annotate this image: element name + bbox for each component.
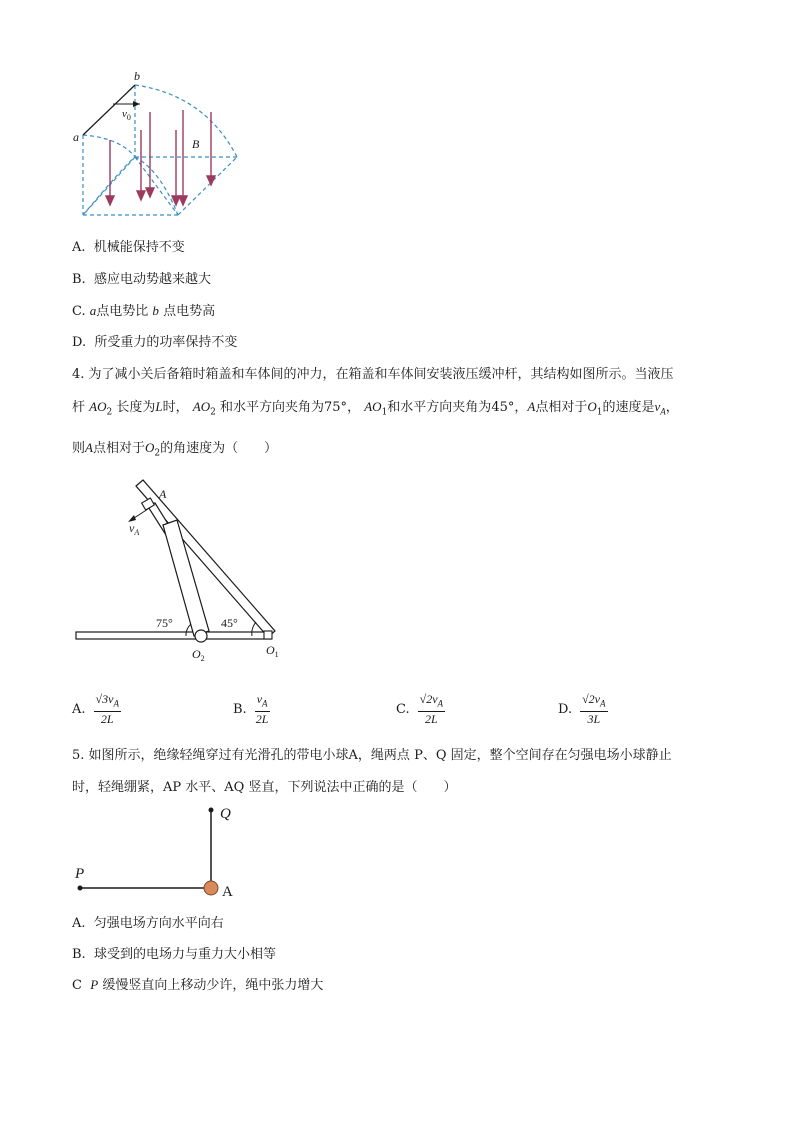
q4-option-a: A. $\frac{√3v_A}{2L}$	[72, 692, 119, 727]
q3-option-d: D. 所受重力的功率保持不变	[72, 335, 238, 350]
q5-point-q	[209, 808, 214, 813]
q3-option-b: B. 感应电动势越来越大	[72, 272, 211, 287]
q4-label-75: 75°	[156, 616, 173, 630]
q3-option-c: C. a点电势比 b 点电势高	[72, 303, 216, 319]
q5-label-q: Q	[220, 806, 231, 822]
q4-label-a: A	[159, 487, 167, 501]
q3-label-a: a	[73, 130, 79, 144]
q5-stem-line1: 5. 如图所示，绝缘轻绳穿过有光滑孔的带电小球A，绳两点 P、Q 固定，整个空间存在匀强电场小球静止	[72, 748, 672, 763]
q4-stem-line1: 4. 为了减小关后备箱时箱盖和车体间的冲力，在箱盖和车体间安装液压缓冲杆，其结构如图所示。当液压	[72, 367, 674, 382]
q3-label-v0: $v_0$	[122, 108, 131, 122]
q4-option-c: C. $\frac{√2v_A}{2L}$	[396, 692, 444, 727]
q4-label-o1: $O_1$	[266, 643, 279, 659]
q3-label-B: B	[192, 137, 200, 151]
q5-option-b: B. 球受到的电场力与重力大小相等	[72, 947, 276, 962]
q4-label-45: 45°	[221, 616, 238, 630]
q5-option-a: A. 匀强电场方向水平向右	[72, 916, 224, 931]
q5-label-a: A	[222, 884, 233, 900]
q5-option-c: C P 缓慢竖直向上移动少许，绳中张力增大	[72, 977, 324, 993]
q5-stem-line2: 时，轻绳绷紧，AP 水平、AQ 竖直，下列说法中正确的是（ ）	[72, 780, 457, 795]
q4-label-o2: $O_2$	[192, 647, 205, 663]
q5-point-p	[78, 886, 83, 891]
q3-option-a: A. 机械能保持不变	[72, 240, 185, 255]
q4-stem-line2: 杆 $AO_2$ 长度为L时， $AO_2$ 和水平方向夹角为75°， $AO_1$和水平方向夹角为45°，A点相对于$O_1$的速度是$v_A$，	[72, 399, 679, 418]
q4-label-va: $v_A$	[129, 521, 140, 537]
q4-option-d: D. $\frac{√2v_A}{3L}$	[558, 692, 606, 727]
q5-label-p: P	[75, 866, 85, 882]
q3-label-b: b	[134, 69, 140, 83]
q5-ball-a	[204, 881, 218, 895]
q4-option-b: B. $\frac{v_A}{2L}$	[233, 692, 269, 727]
q4-stem-line3: 则A点相对于$O_2$的角速度为（ ）	[72, 440, 278, 459]
